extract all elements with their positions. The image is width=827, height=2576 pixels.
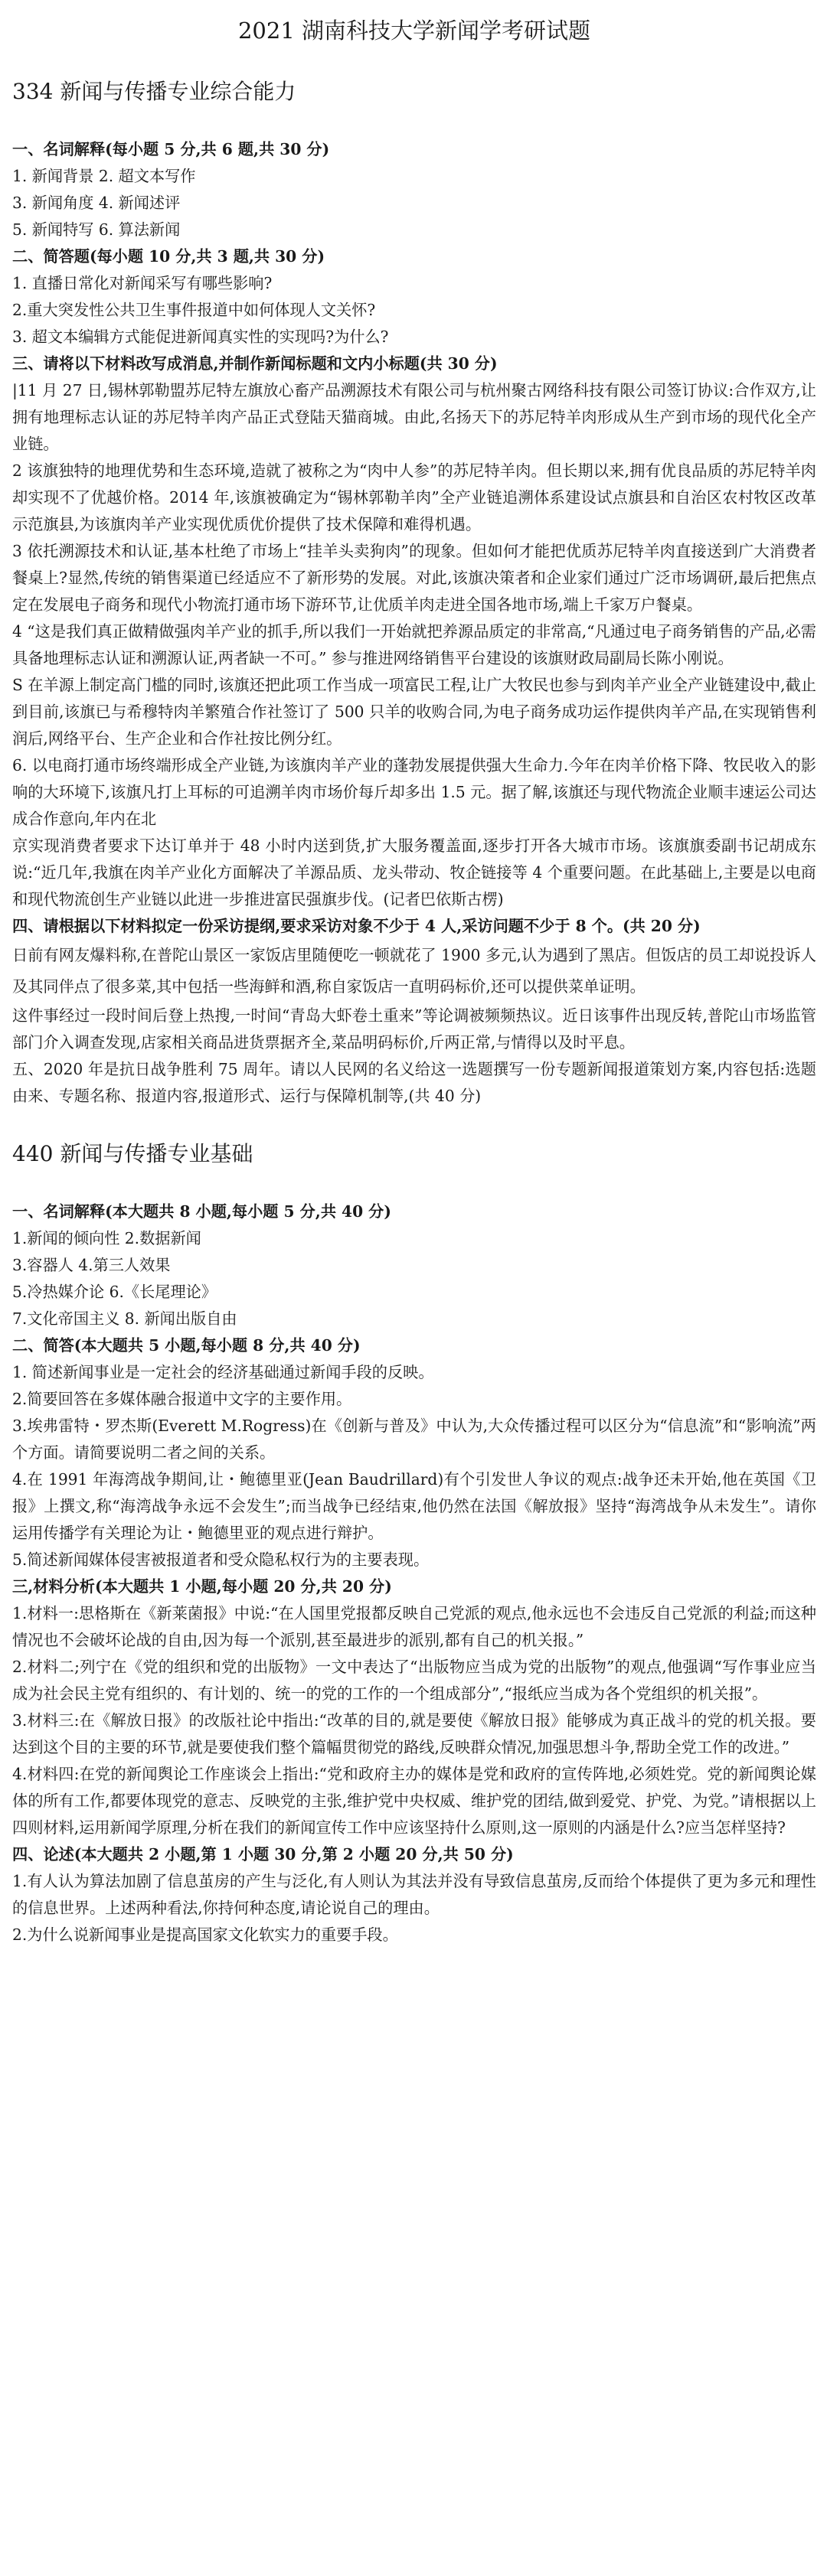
list-item: 5.简述新闻媒体侵害被报道者和受众隐私权行为的主要表现。 [12, 1550, 430, 1569]
section-title: 二、简答(本大题共 5 小题,每小题 8 分,共 40 分) [12, 1336, 361, 1355]
list-item: 3.容器人 4.第三人效果 [12, 1256, 171, 1274]
paper-334-section-3 [12, 351, 816, 913]
section-title: 三,材料分析(本大题共 1 小题,每小题 20 分,共 20 分) [12, 1577, 392, 1596]
list-item: 3. 新闻角度 4. 新闻述评 [12, 194, 181, 212]
material-paragraph: 4 “这是我们真正做精做强肉羊产业的抓手,所以我们一开始就把养源品质定的非常高,“凡通过电子商务销售的产品,必需具备地理标志认证和溯源认证,两者缺一不可。” 参与推进网络销售平台建设的该旗财政局副局长陈小刚说。 [12, 622, 816, 667]
material-paragraph: 这件事经过一段时间后登上热搜,一时间“青岛大虾卷土重来”等论调被频频热议。近日该事件出现反转,普陀山市场监管部门介入调查发现,店家相关商品进货票据齐全,菜品明码标价,斤两正常,与情得以及时平息。 [12, 1006, 816, 1052]
material-paragraph: 京实现消费者要求下达订单并于 48 小时内送到货,扩大服务覆盖面,逐步打开各大城市市场。该旗旗委副书记胡成东说:“近几年,我旗在肉羊产业化方面解决了羊源品质、龙头带动、牧企链接等 4 个重要问题。在此基础上,主要是以电商和现代物流创生产业链以此进一步推进富民强旗步伐。(记者巴依斯古楞) [12, 836, 816, 908]
section-title: 一、名词解释(每小题 5 分,共 6 题,共 30 分) [12, 140, 330, 158]
section-title: 三、请将以下材料改写成消息,并制作新闻标题和文内小标题(共 30 分) [12, 354, 498, 373]
paper-334-section-1 [12, 136, 816, 243]
list-item: 4.在 1991 年海湾战争期间,让・鲍德里亚(Jean Baudrillard)有个引发世人争议的观点:战争还未开始,他在英国《卫报》上撰文,称“海湾战争永远不会发生”;而当战争已经结束,他仍然在法国《解放报》坚持“海湾战争从未发生”。请你运用传播学有关理论为让・鲍德里亚的观点进行辩护。 [12, 1470, 816, 1542]
material-paragraph: S 在羊源上制定高门槛的同时,该旗还把此项工作当成一项富民工程,让广大牧民也参与到肉羊产业全产业链建设中,截止到目前,该旗已与希穆特肉羊繁殖合作社签订了 500 只羊的收购合同,为电子商务成功运作提供肉羊产品,在实现销售利润后,网络平台、生产企业和合作社按比例分红。 [12, 676, 816, 748]
list-item: 5.冷热媒介论 6.《长尾理论》 [12, 1283, 217, 1301]
question-paragraph: 五、2020 年是抗日战争胜利 75 周年。请以人民网的名义给这一选题撰写一份专题新闻报道策划方案,内容包括:选题由来、专题名称、报道内容,报道形式、运行与保障机制等,(共 40 分) [12, 1060, 816, 1105]
material-paragraph: 3 依托溯源技术和认证,基本杜绝了市场上“挂羊头卖狗肉”的现象。但如何才能把优质苏尼特羊肉直接送到广大消费者餐桌上?显然,传统的销售渠道已经适应不了新形势的发展。对此,该旗决策者和企业家们通过广泛市场调研,最后把焦点定在发展电子商务和现代小物流打通市场下游环节,让优质羊肉走进全国各地市场,端上千家万户餐桌。 [12, 542, 816, 614]
material-paragraph: 1.材料一:思格斯在《新莱菌报》中说:“在人国里党报都反映自己党派的观点,他永远也不会违反自己党派的利益;而这种情况也不会破坏论战的自由,因为每一个派别,甚至最进步的派别,都有自己的机关报。” [12, 1604, 816, 1649]
list-item: 3. 超文本编辑方式能促进新闻真实性的实现吗?为什么? [12, 328, 389, 346]
list-item: 3.埃弗雷特・罗杰斯(Everett M.Rogress)在《创新与普及》中认为,大众传播过程可以区分为“信息流”和“影响流”两个方面。请简要说明二者之间的关系。 [12, 1417, 816, 1462]
list-item: 1. 直播日常化对新闻采写有哪些影响? [12, 274, 273, 292]
section-title: 四、论述(本大题共 2 小题,第 1 小题 30 分,第 2 小题 20 分,共 50 分) [12, 1845, 514, 1864]
paper-334-heading: 334 新闻与传播专业综合能力 [12, 79, 296, 104]
section-title: 四、请根据以下材料拟定一份采访提纲,要求采访对象不少于 4 人,采访问题不少于 8 个。(共 20 分) [12, 917, 701, 935]
list-item: 5. 新闻特写 6. 算法新闻 [12, 220, 181, 239]
paper-334-section-2 [12, 243, 816, 351]
material-paragraph: 4.材料四:在党的新闻舆论工作座谈会上指出:“党和政府主办的媒体是党和政府的宣传阵地,必须姓党。党的新闻舆论媒体的所有工作,都要体现党的意志、反映党的主张,维护党中央权威、维护党的团结,做到爱党、护党、为党。”请根据以上四则材料,运用新闻学原理,分析在我们的新闻宣传工作中应该坚持什么原则,这一原则的内涵是什么?应当怎样坚持? [12, 1765, 816, 1837]
paper-334-section-4 [12, 913, 816, 1056]
paper-440-section-4 [12, 1841, 816, 1948]
material-paragraph: 2.材料二;列宁在《党的组织和党的出版物》一文中表达了“出版物应当成为党的出版物”的观点,他强调“写作事业应当成为社会民主党有组织的、有计划的、统一的党的工作的一个组成部分”,“报纸应当成为各个党组织的机关报”。 [12, 1658, 816, 1703]
list-item: 2.为什么说新闻事业是提高国家文化软实力的重要手段。 [12, 1925, 398, 1944]
paper-440-section-2 [12, 1332, 816, 1573]
list-item: 1. 新闻背景 2. 超文本写作 [12, 167, 196, 185]
list-item: 1.新闻的倾向性 2.数据新闻 [12, 1229, 201, 1247]
list-item: 7.文化帝国主义 8. 新闻出版自由 [12, 1309, 237, 1328]
material-paragraph: |11 月 27 日,锡林郭勒盟苏尼特左旗放心畜产品溯源技术有限公司与杭州聚古网络科技有限公司签订协议:合作双方,让拥有地理标志认证的苏尼特羊肉产品正式登陆天猫商城。由此,名扬天下的苏尼特羊肉形成从生产到市场的现代化全产业链。 [12, 381, 816, 453]
paper-440-section-3 [12, 1573, 816, 1841]
list-item: 2.简要回答在多媒体融合报道中文字的主要作用。 [12, 1390, 352, 1408]
material-paragraph: 日前有网友爆料称,在普陀山景区一家饭店里随便吃一顿就花了 1900 多元,认为遇到了黑店。但饭店的员工却说投诉人及其同伴点了很多菜,其中包括一些海鲜和酒,称自家饭店一直明码标价,还可以提供菜单证明。 [12, 946, 816, 996]
section-title: 二、简答题(每小题 10 分,共 3 题,共 30 分) [12, 247, 325, 266]
list-item: 1.有人认为算法加剧了信息茧房的产生与泛化,有人则认为其法并没有导致信息茧房,反而给个体提供了更为多元和理性的信息世界。上述两种看法,你持何种态度,请论说自己的理由。 [12, 1872, 816, 1917]
paper-334-section-5 [12, 1056, 816, 1110]
document-title: 2021 湖南科技大学新闻学考研试题 [237, 18, 591, 44]
material-paragraph: 3.材料三:在《解放日报》的改版社论中指出:“改革的目的,就是要使《解放日报》能够成为真正战斗的党的机关报。要达到这个目的主要的环节,就是要使我们整个篇幅贯彻党的路线,反映群众情况,加强思想斗争,帮助全党工作的改进。” [12, 1711, 816, 1756]
material-paragraph: 2 该旗独特的地理优势和生态环境,造就了被称之为“肉中人参”的苏尼特羊肉。但长期以来,拥有优良品质的苏尼特羊肉却实现不了优越价格。2014 年,该旗被确定为“锡林郭勒羊肉”全产业链追溯体系建设试点旗县和自治区农村牧区改革示范旗县,为该旗肉羊产业实现优质优价提供了技术保障和难得机遇。 [12, 461, 816, 533]
paper-440-section-1 [12, 1198, 816, 1332]
section-title: 一、名词解释(本大题共 8 小题,每小题 5 分,共 40 分) [12, 1202, 391, 1221]
list-item: 2.重大突发性公共卫生事件报道中如何体现人文关怀? [12, 301, 376, 319]
paper-440-heading: 440 新闻与传播专业基础 [12, 1141, 253, 1166]
material-paragraph: 6. 以电商打通市场终端形成全产业链,为该旗肉羊产业的蓬勃发展提供强大生命力.今年在肉羊价格下降、牧民收入的影响的大环境下,该旗凡打上耳标的可追溯羊肉市场价每斤却多出 1.5 元。据了解,该旗还与现代物流企业顺丰速运公司达成合作意向,年内在北 [12, 756, 816, 828]
list-item: 1. 简述新闻事业是一定社会的经济基础通过新闻手段的反映。 [12, 1363, 434, 1381]
